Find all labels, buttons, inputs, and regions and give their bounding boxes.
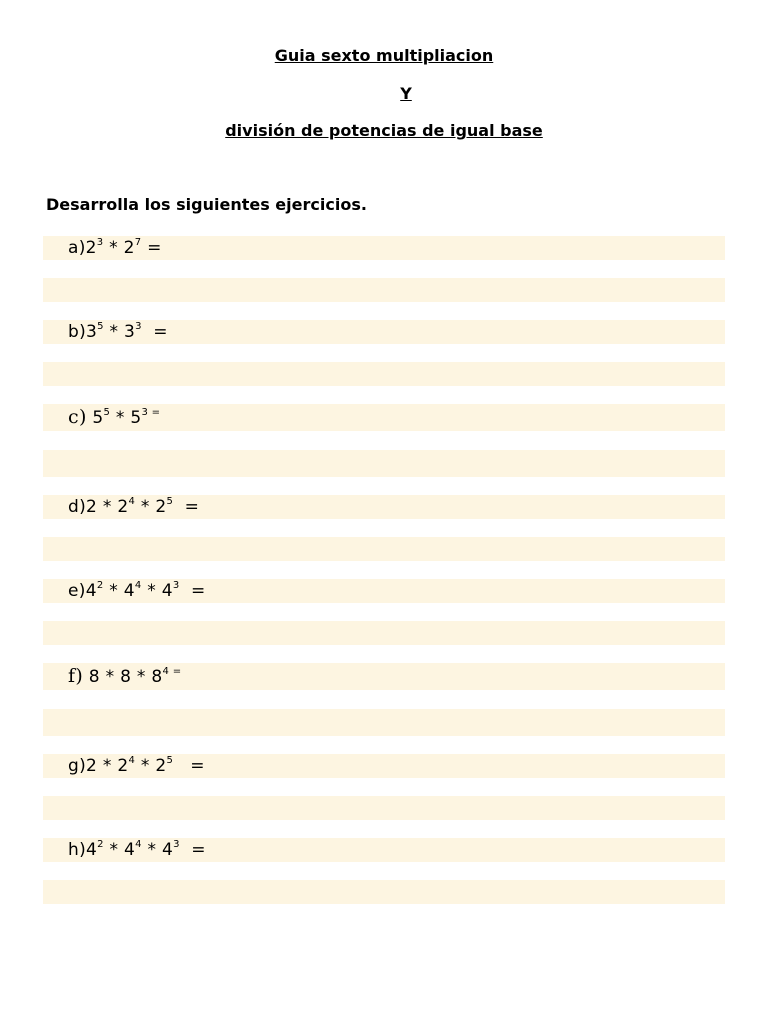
answer-line bbox=[43, 278, 725, 302]
exercise-g: $g)2 * 2^4 * 2^5$ = bbox=[68, 755, 205, 776]
exercise-d: $d)2 * 2^4 * 2^5$ = bbox=[68, 496, 200, 517]
answer-line bbox=[43, 537, 725, 561]
answer-line bbox=[43, 709, 725, 736]
exercise-f: f) $8 * 8 * 8^{4 =}$ bbox=[68, 665, 182, 687]
instruction-text: Desarrolla los siguientes ejercicios. bbox=[46, 195, 367, 214]
answer-line bbox=[43, 880, 725, 904]
answer-line bbox=[43, 621, 725, 645]
answer-line bbox=[43, 450, 725, 477]
answer-line bbox=[43, 362, 725, 386]
exercise-c: c) $5^5 * 5^{3 =}$ bbox=[68, 406, 161, 428]
exercise-b: $b)3^5 * 3^3$ = bbox=[68, 321, 168, 342]
page-title-connector: Y bbox=[400, 84, 412, 103]
exercise-a: $a)2^3 * 2^7$ = bbox=[68, 237, 162, 258]
page-title: Guia sexto multipliacion bbox=[274, 46, 494, 65]
exercise-e: $e)4^2 * 4^4 * 4^3$ = bbox=[68, 580, 206, 601]
exercise-h: $h)4^2 * 4^4 * 4^3$ = bbox=[68, 839, 206, 860]
page-subtitle: división de potencias de igual base bbox=[225, 121, 543, 140]
answer-line bbox=[43, 796, 725, 820]
